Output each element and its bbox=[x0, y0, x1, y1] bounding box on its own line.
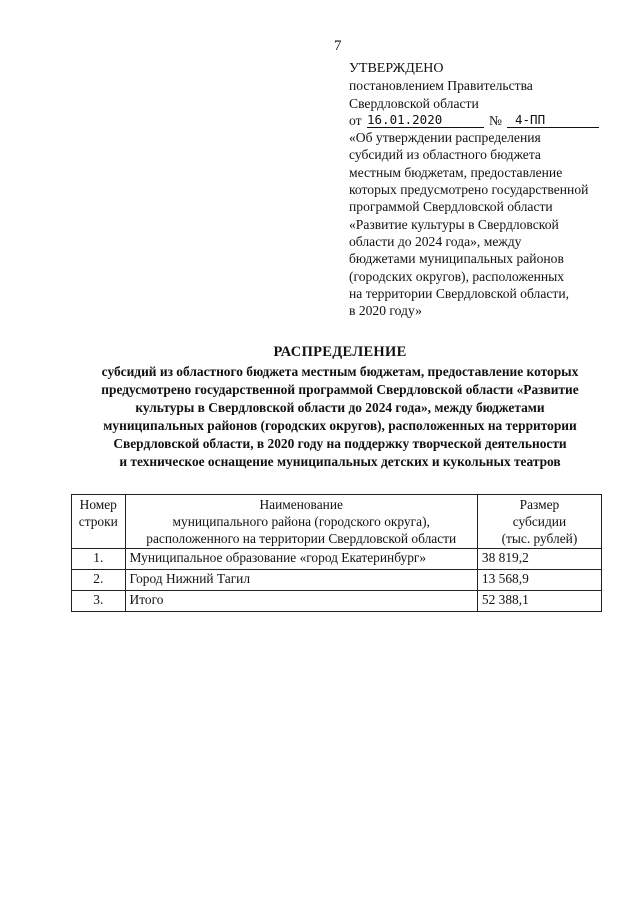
subject-line: (городских округов), расположенных bbox=[349, 268, 565, 284]
header-amount bbox=[477, 495, 601, 549]
document-heading bbox=[40, 344, 640, 471]
header-number bbox=[72, 495, 126, 549]
decree-number: 4-ПП bbox=[515, 111, 546, 127]
subject-line: программой Свердловской области bbox=[349, 199, 553, 215]
subsidies-table bbox=[71, 494, 602, 612]
header-amount-line: Размер bbox=[519, 497, 560, 512]
row-name: Город Нижний Тагил bbox=[125, 570, 477, 591]
heading-line: Свердловской области, в 2020 году на поддержку творческой деятельности bbox=[113, 436, 567, 451]
decree-date: 16.01.2020 bbox=[367, 111, 443, 127]
table-header-row bbox=[72, 495, 602, 549]
row-amount: 52 388,1 bbox=[477, 591, 601, 612]
header-number-line: Номер bbox=[79, 497, 117, 512]
row-amount: 38 819,2 bbox=[477, 549, 601, 570]
subject-line: на территории Свердловской области, bbox=[349, 285, 570, 301]
subject-line: «Об утверждении распределения bbox=[349, 130, 541, 146]
heading-line: культуры в Свердловской области до 2024 года», между бюджетами bbox=[135, 400, 545, 415]
header-name-line: муниципального района (городского округа), bbox=[172, 514, 430, 529]
approval-line-2: Свердловской области bbox=[349, 95, 479, 111]
row-number: 3. bbox=[72, 591, 126, 612]
number-prefix: № bbox=[489, 112, 502, 128]
subject-line: бюджетами муниципальных районов bbox=[349, 251, 564, 267]
header-amount-line: субсидии bbox=[512, 514, 567, 529]
row-name: Муниципальное образование «город Екатеринбург» bbox=[125, 549, 477, 570]
table-row bbox=[72, 549, 602, 570]
row-number: 1. bbox=[72, 549, 126, 570]
subject-line: местным бюджетам, предоставление bbox=[349, 164, 563, 180]
table-row bbox=[72, 570, 602, 591]
approval-title: УТВЕРЖДЕНО bbox=[349, 61, 444, 76]
header-number-line: строки bbox=[78, 514, 118, 529]
subject-line: которых предусмотрено государственной bbox=[349, 182, 589, 198]
subject-line: области до 2024 года», между bbox=[349, 233, 522, 249]
decree-date-number-row bbox=[349, 112, 639, 129]
row-name: Итого bbox=[125, 591, 477, 612]
subject-line: «Развитие культуры в Свердловской bbox=[349, 216, 559, 232]
row-amount: 13 568,9 bbox=[477, 570, 601, 591]
heading-line: субсидий из областного бюджета местным бюджетам, предоставление которых bbox=[101, 364, 579, 379]
header-name-line: расположенного на территории Свердловской области bbox=[146, 531, 457, 546]
header-amount-line: (тыс. рублей) bbox=[501, 531, 578, 546]
subject-line: в 2020 году» bbox=[349, 303, 422, 319]
table-row bbox=[72, 591, 602, 612]
date-prefix: от bbox=[349, 112, 362, 128]
heading-line: предусмотрено государственной программой Свердловской области «Развитие bbox=[101, 382, 579, 397]
approval-line-1: постановлением Правительства bbox=[349, 78, 533, 94]
approval-block bbox=[349, 60, 639, 319]
header-name bbox=[125, 495, 477, 549]
heading-line: муниципальных районов (городских округов), расположенных на территории bbox=[103, 418, 577, 433]
heading-line: и техническое оснащение муниципальных детских и кукольных театров bbox=[119, 454, 561, 469]
page-number: 7 bbox=[334, 38, 342, 54]
header-name-line: Наименование bbox=[259, 497, 343, 512]
subject-line: субсидий из областного бюджета bbox=[349, 147, 541, 163]
row-number: 2. bbox=[72, 570, 126, 591]
heading-title: РАСПРЕДЕЛЕНИЕ bbox=[273, 344, 407, 360]
